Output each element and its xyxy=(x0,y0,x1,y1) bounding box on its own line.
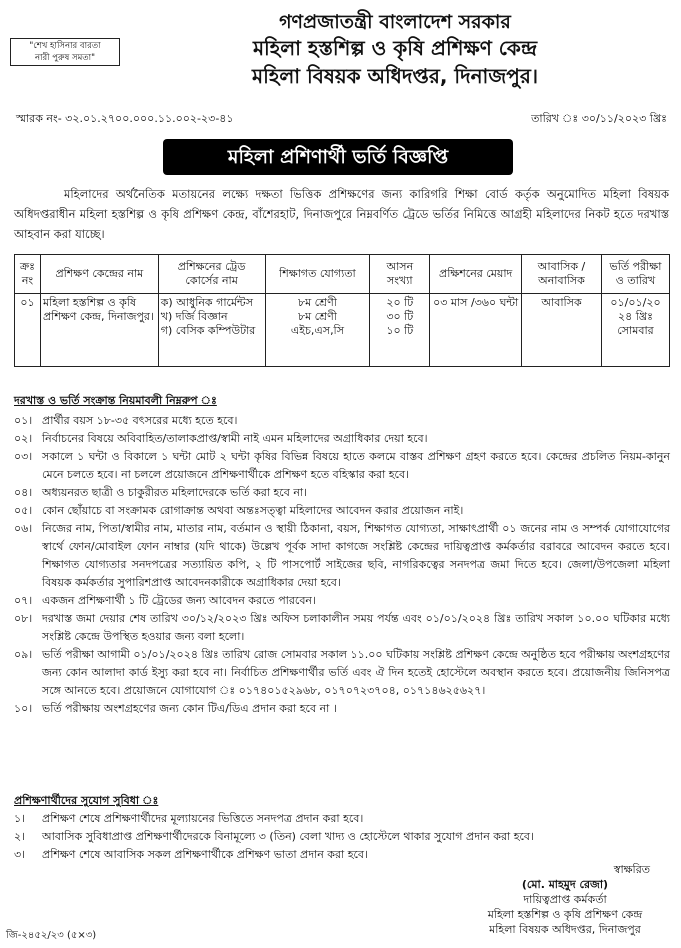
trade-table xyxy=(14,254,670,367)
list-item xyxy=(14,828,670,846)
rules-list xyxy=(14,412,670,718)
rule-text: নিজের নাম, পিতা/স্বামীর নাম, মাতার নাম, বর্তমান ও স্থায়ী ঠিকানা, বয়স, শিক্ষাগত যোগ্যতা, সাক্ষাৎপ্রার্থী ০১ জনের নাম ও সম্পর্ক যোগাযোগের স্বার্থে ফোন/মোবাইল ফোন নাম্বার (যদি থাকে) উল্লেখ পূর্বক সাদা কাগজে সংশ্লিষ্ট কেন্দ্রের দায়িত্বপ্রাপ্ত কর্মকর্তার বরাবরে আবেদন করতে হবে। শিক্ষাগত যোগ্যতার সনদপত্রের সত্যায়িত কপি, ২ টি পাসপোর্ট সাইজের ছবি, নাগরিকত্বের সনদপত্র জমা দিতে হবে। জেলা/উপজেলা মহিলা বিষয়ক কর্মকর্তার সুপারিশপ্রাপ্ত আবেদনকারীকে অগ্রাধিকার দেয়া হবে। xyxy=(42,522,670,589)
benefit-text: প্রশিক্ষণ শেষে আবাসিক সকল প্রশিক্ষণার্থীকে প্রশিক্ষণ ভাতা প্রদান করা হবে। xyxy=(42,848,368,861)
list-item xyxy=(14,520,670,592)
rule-text: একজন প্রশিক্ষণার্থী ১ টি ট্রেডের জন্য আবেদন করতে পারবেন। xyxy=(42,594,316,607)
rule-text: অধ্যয়নরত ছাত্রী ও চাকুরীরত মহিলাদেরকে ভর্তি করা হবে না। xyxy=(42,486,308,499)
th-seats: আসন সংখ্যা xyxy=(370,255,430,294)
cell-center: মহিলা হস্তশিল্প ও কৃষি প্রশিক্ষণ কেন্দ্র, দিনাজপুর। xyxy=(40,294,158,367)
govt-title: গণপ্রজাতন্ত্রী বাংলাদেশ সরকার xyxy=(279,11,511,33)
signed-label: স্বাক্ষরিত xyxy=(613,863,650,876)
list-item xyxy=(14,502,670,520)
signatory-designation: দায়িত্বপ্রাপ্ত কর্মকর্তা xyxy=(523,893,607,906)
th-qualification: শিক্ষাগত যোগ্যতা xyxy=(265,255,370,294)
signatory-org-1: মহিলা হস্তশিল্প ও কৃষি প্রশিক্ষণ কেন্দ্র xyxy=(487,908,643,921)
benefit-text: আবাসিক সুবিধাপ্রাপ্ত প্রশিক্ষণার্থীদেরকে বিনামূল্যে ৩ (তিন) বেলা খাদ্য ও হোস্টেলে থাকার সুযোগ প্রদান করা হবে। xyxy=(42,830,534,843)
print-code: জি-২৪৫২/২৩ (৫×৩) xyxy=(6,930,97,941)
notice-date: তারিখ ঃ ৩০/১১/২০২৩ খ্রিঃ xyxy=(531,112,667,125)
table-header-row xyxy=(15,255,670,294)
list-item xyxy=(14,484,670,502)
rule-text: ভর্তি পরীক্ষায় অংশগ্রহণের জন্য কোন টিএ/ডিএ প্রদান করা হবে না । xyxy=(42,702,337,715)
list-item xyxy=(14,448,670,484)
seat-item: ১০ টি xyxy=(386,324,414,337)
intro-paragraph: মহিলাদের অর্থনৈতিক মতায়নের লক্ষ্যে দক্ষতা ভিত্তিক প্রশিক্ষণের জন্য কারিগরি শিক্ষা বোর্ড কর্তৃক অনুমোদিত মহিলা বিষয়ক অধিদপ্তরাধীন মহিলা হস্তশিল্প ও কৃষি প্রশিক্ষণ কেন্দ্র, বাঁশেরহাট, দিনাজপুরে নিম্নবর্ণিত ট্রেডে ভর্তির নিমিত্তে আগ্রহী মহিলাদের নিকট হতে দরখাস্ত আহবান করা যাচ্ছে। xyxy=(14,187,669,241)
list-item xyxy=(14,610,670,646)
benefit-text: প্রশিক্ষণ শেষে প্রশিক্ষণার্থীদের মূল্যায়নের ভিত্তিতে সনদপত্র প্রদান করা হবে। xyxy=(42,812,364,825)
benefits-heading: প্রশিক্ষণার্থীদের সুযোগ সুবিধা ঃ xyxy=(14,794,159,807)
signature-block xyxy=(460,862,670,937)
list-item xyxy=(14,592,670,610)
list-item xyxy=(14,646,670,700)
rule-text: সকালে ১ ঘন্টা ও বিকালে ১ ঘন্টা মোট ২ ঘন্টা কৃষির বিভিন্ন বিষয়ে হাতে কলমে বাস্তব প্রশিক্ষণ গ্রহণ করতে হবে। কেন্দ্রের প্রচলিত নিয়ম-কানুন মেনে চলতে হবে। না চললে প্রয়োজনে প্রশিক্ষণার্থীকে প্রশিক্ষণ হতে বহিস্কার করা হবে। xyxy=(42,450,670,481)
signatory-name: (মো. মাহমুদ রেজা) xyxy=(521,878,609,891)
cell-exam: ০১/০১/২০ ২৪ খ্রিঃ সোমবার xyxy=(601,294,669,367)
list-item xyxy=(14,412,670,430)
notice-title-banner: মহিলা প্রশিণার্থী ভর্তি বিজ্ঞপ্তি xyxy=(163,139,513,175)
course-item: ক) আধুনিক গার্মেন্টস xyxy=(160,296,253,309)
cell-serial: ০১ xyxy=(15,294,41,367)
cell-residential: আবাসিক xyxy=(522,294,602,367)
rule-text: প্রার্থীর বয়স ১৮-৩৫ বৎসরের মধ্যে হতে হবে। xyxy=(42,414,238,427)
rule-number: ০৫। xyxy=(14,504,33,517)
rule-number: ০১। xyxy=(14,414,33,427)
list-item xyxy=(14,430,670,448)
course-item: গ) বেসিক কম্পিউটার xyxy=(160,324,256,337)
cell-courses xyxy=(158,294,265,367)
rule-number: ০৩। xyxy=(14,450,33,463)
rule-text: কোন ছোঁয়াচে বা সংক্রামক রোগাক্রান্ত অথবা অন্তঃসত্ত্বা মহিলাদের আবেদন করার প্রয়োজন নাই। xyxy=(42,504,464,517)
cell-seats xyxy=(370,294,430,367)
rule-number: ০৭। xyxy=(14,594,33,607)
motto-box xyxy=(10,38,120,66)
rule-text: ভর্তি পরীক্ষা আগামী ০১/০১/২০২৪ খ্রিঃ তারিখ রোজ সোমবার সকাল ১১.০০ ঘটিকায় সংশ্লিষ্ট প্রশিক্ষণ কেন্দ্রে অনুষ্ঠিত হবে পরীক্ষায় অংশগ্রহণের জন্য কোন আলাদা কার্ড ইস্যু করা হবে না। নির্বাচিত প্রশিক্ষণার্থীর ভর্তি এবং ঐ দিন হতেই হোস্টেলে অবস্থান করতে হবে। প্রয়োজনীয় জিনিসপত্র সঙ্গে আনতে হবে। প্রয়োজনে যোগাযোগ ঃ ০১৭৪০১৫২৯৬৮, ০১৭০৭২৩৭০৪, ০১৭১৪৬২৫৬২৭। xyxy=(42,648,670,697)
th-serial: ক্রঃ নং xyxy=(15,255,41,294)
cell-duration: ০৩ মাস /৩৬০ ঘন্টা xyxy=(430,294,522,367)
rule-number: ১০। xyxy=(14,702,33,715)
department-title: মহিলা বিষয়ক অধিদপ্তর, দিনাজপুর। xyxy=(252,64,538,88)
signatory-org-2: মহিলা বিষয়ক অধিদপ্তর, দিনাজপুর xyxy=(489,923,641,936)
rule-number: ০৯। xyxy=(14,648,33,661)
rule-number: ০৪। xyxy=(14,486,33,499)
benefits-list xyxy=(14,810,670,864)
qualification-item: ৮ম শ্রেণী xyxy=(297,310,337,323)
th-duration: প্রক্ষিশনের মেয়াদ xyxy=(430,255,522,294)
motto-line-1: "শেখ হাসিনার বারতা xyxy=(29,41,101,51)
benefit-number: ১। xyxy=(14,812,26,825)
list-item xyxy=(14,810,670,828)
list-item xyxy=(14,700,670,718)
cell-qualification xyxy=(265,294,370,367)
rule-text: নির্বাচনের বিষয়ে অবিবাহিত/তালাকপ্রাপ্ত/স্বামী নাই এমন মহিলাদের অগ্রাধিকার দেয়া হবে। xyxy=(42,432,428,445)
rule-number: ০২। xyxy=(14,432,33,445)
table-row xyxy=(15,294,670,367)
th-exam: ভর্তি পরীক্ষা ও তারিখ xyxy=(601,255,669,294)
rule-number: ০৮। xyxy=(14,612,33,625)
motto-line-2: নারী পুরুষ সমতা" xyxy=(34,53,96,63)
seat-item: ২০ টি xyxy=(386,296,414,309)
th-center: প্রশিক্ষণ কেন্দ্রের নাম xyxy=(40,255,158,294)
qualification-item: ৮ম শ্রেণী xyxy=(297,296,337,309)
course-item: খ) দর্জি বিজ্ঞান xyxy=(160,310,228,323)
rule-number: ০৬। xyxy=(14,522,33,535)
qualification-item: এইচ,এস,সি xyxy=(290,324,344,337)
rules-heading: দরখাস্ত ও ভর্তি সংক্রান্ত নিয়মাবলী নিম্নরুপ ঃ xyxy=(14,394,217,407)
center-title: মহিলা হস্তশিল্প ও কৃষি প্রশিক্ষণ কেন্দ্র xyxy=(252,36,538,60)
benefit-number: ৩। xyxy=(14,848,26,861)
memo-number: স্মারক নং- ৩২.০১.২৭০০.০০০.১১.০০২-২৩-৪১ xyxy=(16,112,234,125)
benefit-number: ২। xyxy=(14,830,26,843)
th-residential: আবাসিক /অনাবাসিক xyxy=(522,255,602,294)
seat-item: ৩০ টি xyxy=(386,310,414,323)
rule-text: দরখাস্ত জমা দেয়ার শেষ তারিখ ৩০/১২/২০২৩ খ্রিঃ অফিস চলাকালীন সময় পর্যন্ত এবং ০১/০১/২০২৪ খ্রিঃ তারিখ সকাল ১০.০০ ঘটিকার মধ্যে সংশ্লিষ্ট কেন্দ্রে উপস্থিত হওয়ার জন্য বলা হলো। xyxy=(42,612,670,643)
th-course: প্রশিক্ষনের ট্রেড কোর্সের নাম xyxy=(158,255,265,294)
